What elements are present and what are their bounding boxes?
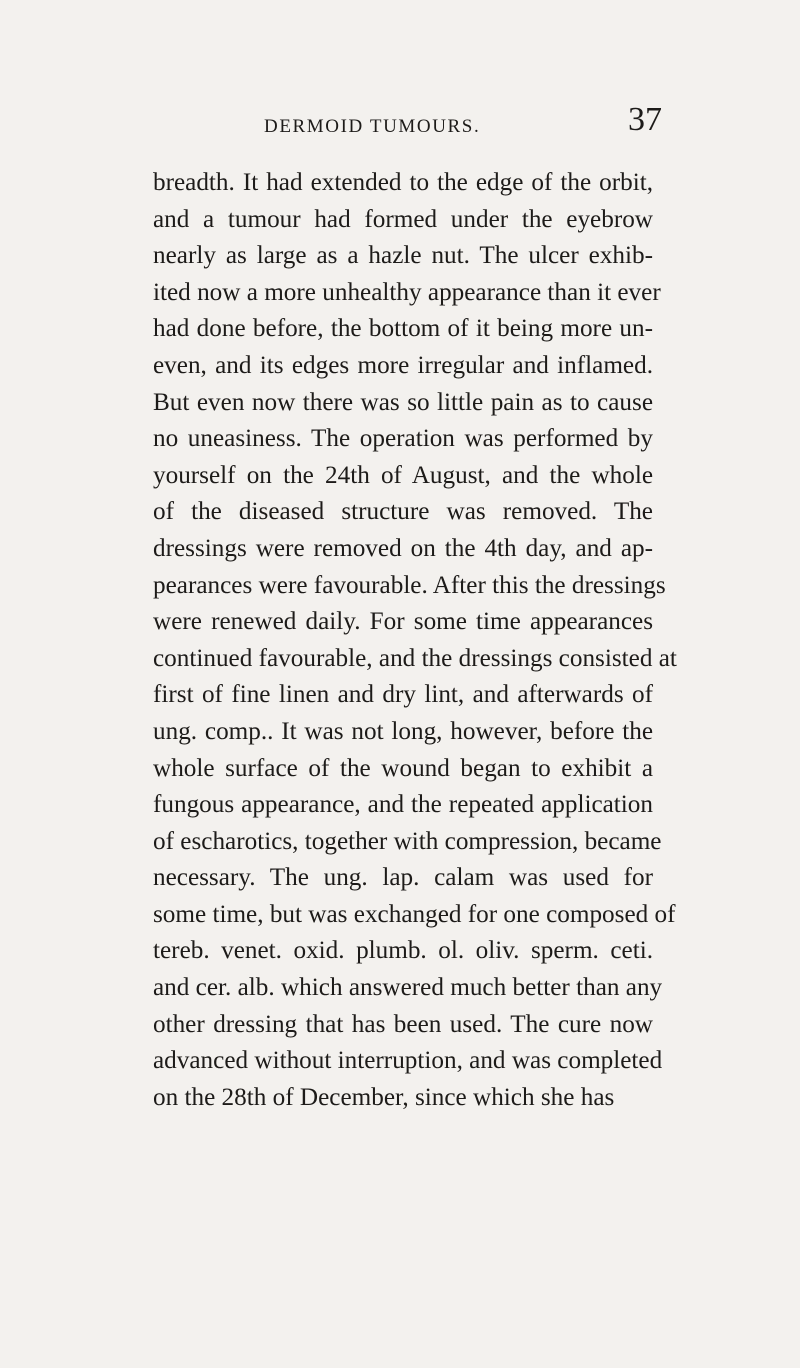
text-line: whole surface of the wound began to exhibit a — [153, 754, 653, 782]
text-line: and cer. alb. which answered much better than any — [153, 974, 663, 1002]
running-head — [0, 95, 800, 145]
body-text — [153, 165, 677, 1116]
running-title: DERMOID TUMOURS. — [264, 116, 481, 137]
text-line: had done before, the bottom of it being more un- — [153, 315, 653, 343]
text-line: even, and its edges more irregular and inflamed. — [153, 351, 653, 379]
text-line: on the 28th of December, since which she has — [153, 1083, 615, 1111]
text-line: necessary. The ung. lap. calam was used for — [153, 864, 653, 892]
text-line: But even now there was so little pain as to cause — [153, 388, 653, 416]
text-line: some time, but was exchanged for one composed of — [153, 900, 676, 928]
page-number: 37 — [628, 101, 662, 138]
text-line: breadth. It had extended to the edge of the orbit, — [153, 169, 653, 196]
text-line: and a tumour had formed under the eyebrow — [153, 205, 653, 233]
text-line: continued favourable, and the dressings consisted at — [153, 644, 677, 672]
text-line: other dressing that has been used. The cure now — [153, 1010, 653, 1038]
text-line: ited now a more unhealthy appearance than it ever — [153, 278, 661, 306]
text-line: of escharotics, together with compression, became — [153, 827, 662, 855]
text-line: nearly as large as a hazle nut. The ulcer exhib- — [153, 242, 653, 270]
text-line: fungous appearance, and the repeated application — [153, 791, 653, 819]
text-line: tereb. venet. oxid. plumb. ol. oliv. sperm. ceti. — [153, 937, 653, 965]
text-line: yourself on the 24th of August, and the whole — [153, 461, 653, 489]
text-line: no uneasiness. The operation was performed by — [153, 425, 653, 453]
text-line: pearances were favourable. After this the dressings — [153, 571, 666, 599]
text-line: were renewed daily. For some time appearances — [153, 608, 653, 636]
text-line: ung. comp.. It was not long, however, before the — [153, 717, 653, 745]
text-line: dressings were removed on the 4th day, and ap- — [153, 534, 653, 562]
text-line: of the diseased structure was removed. The — [153, 498, 653, 526]
text-line: advanced without interruption, and was completed — [153, 1047, 663, 1075]
text-line: first of fine linen and dry lint, and afterwards of — [153, 681, 653, 709]
